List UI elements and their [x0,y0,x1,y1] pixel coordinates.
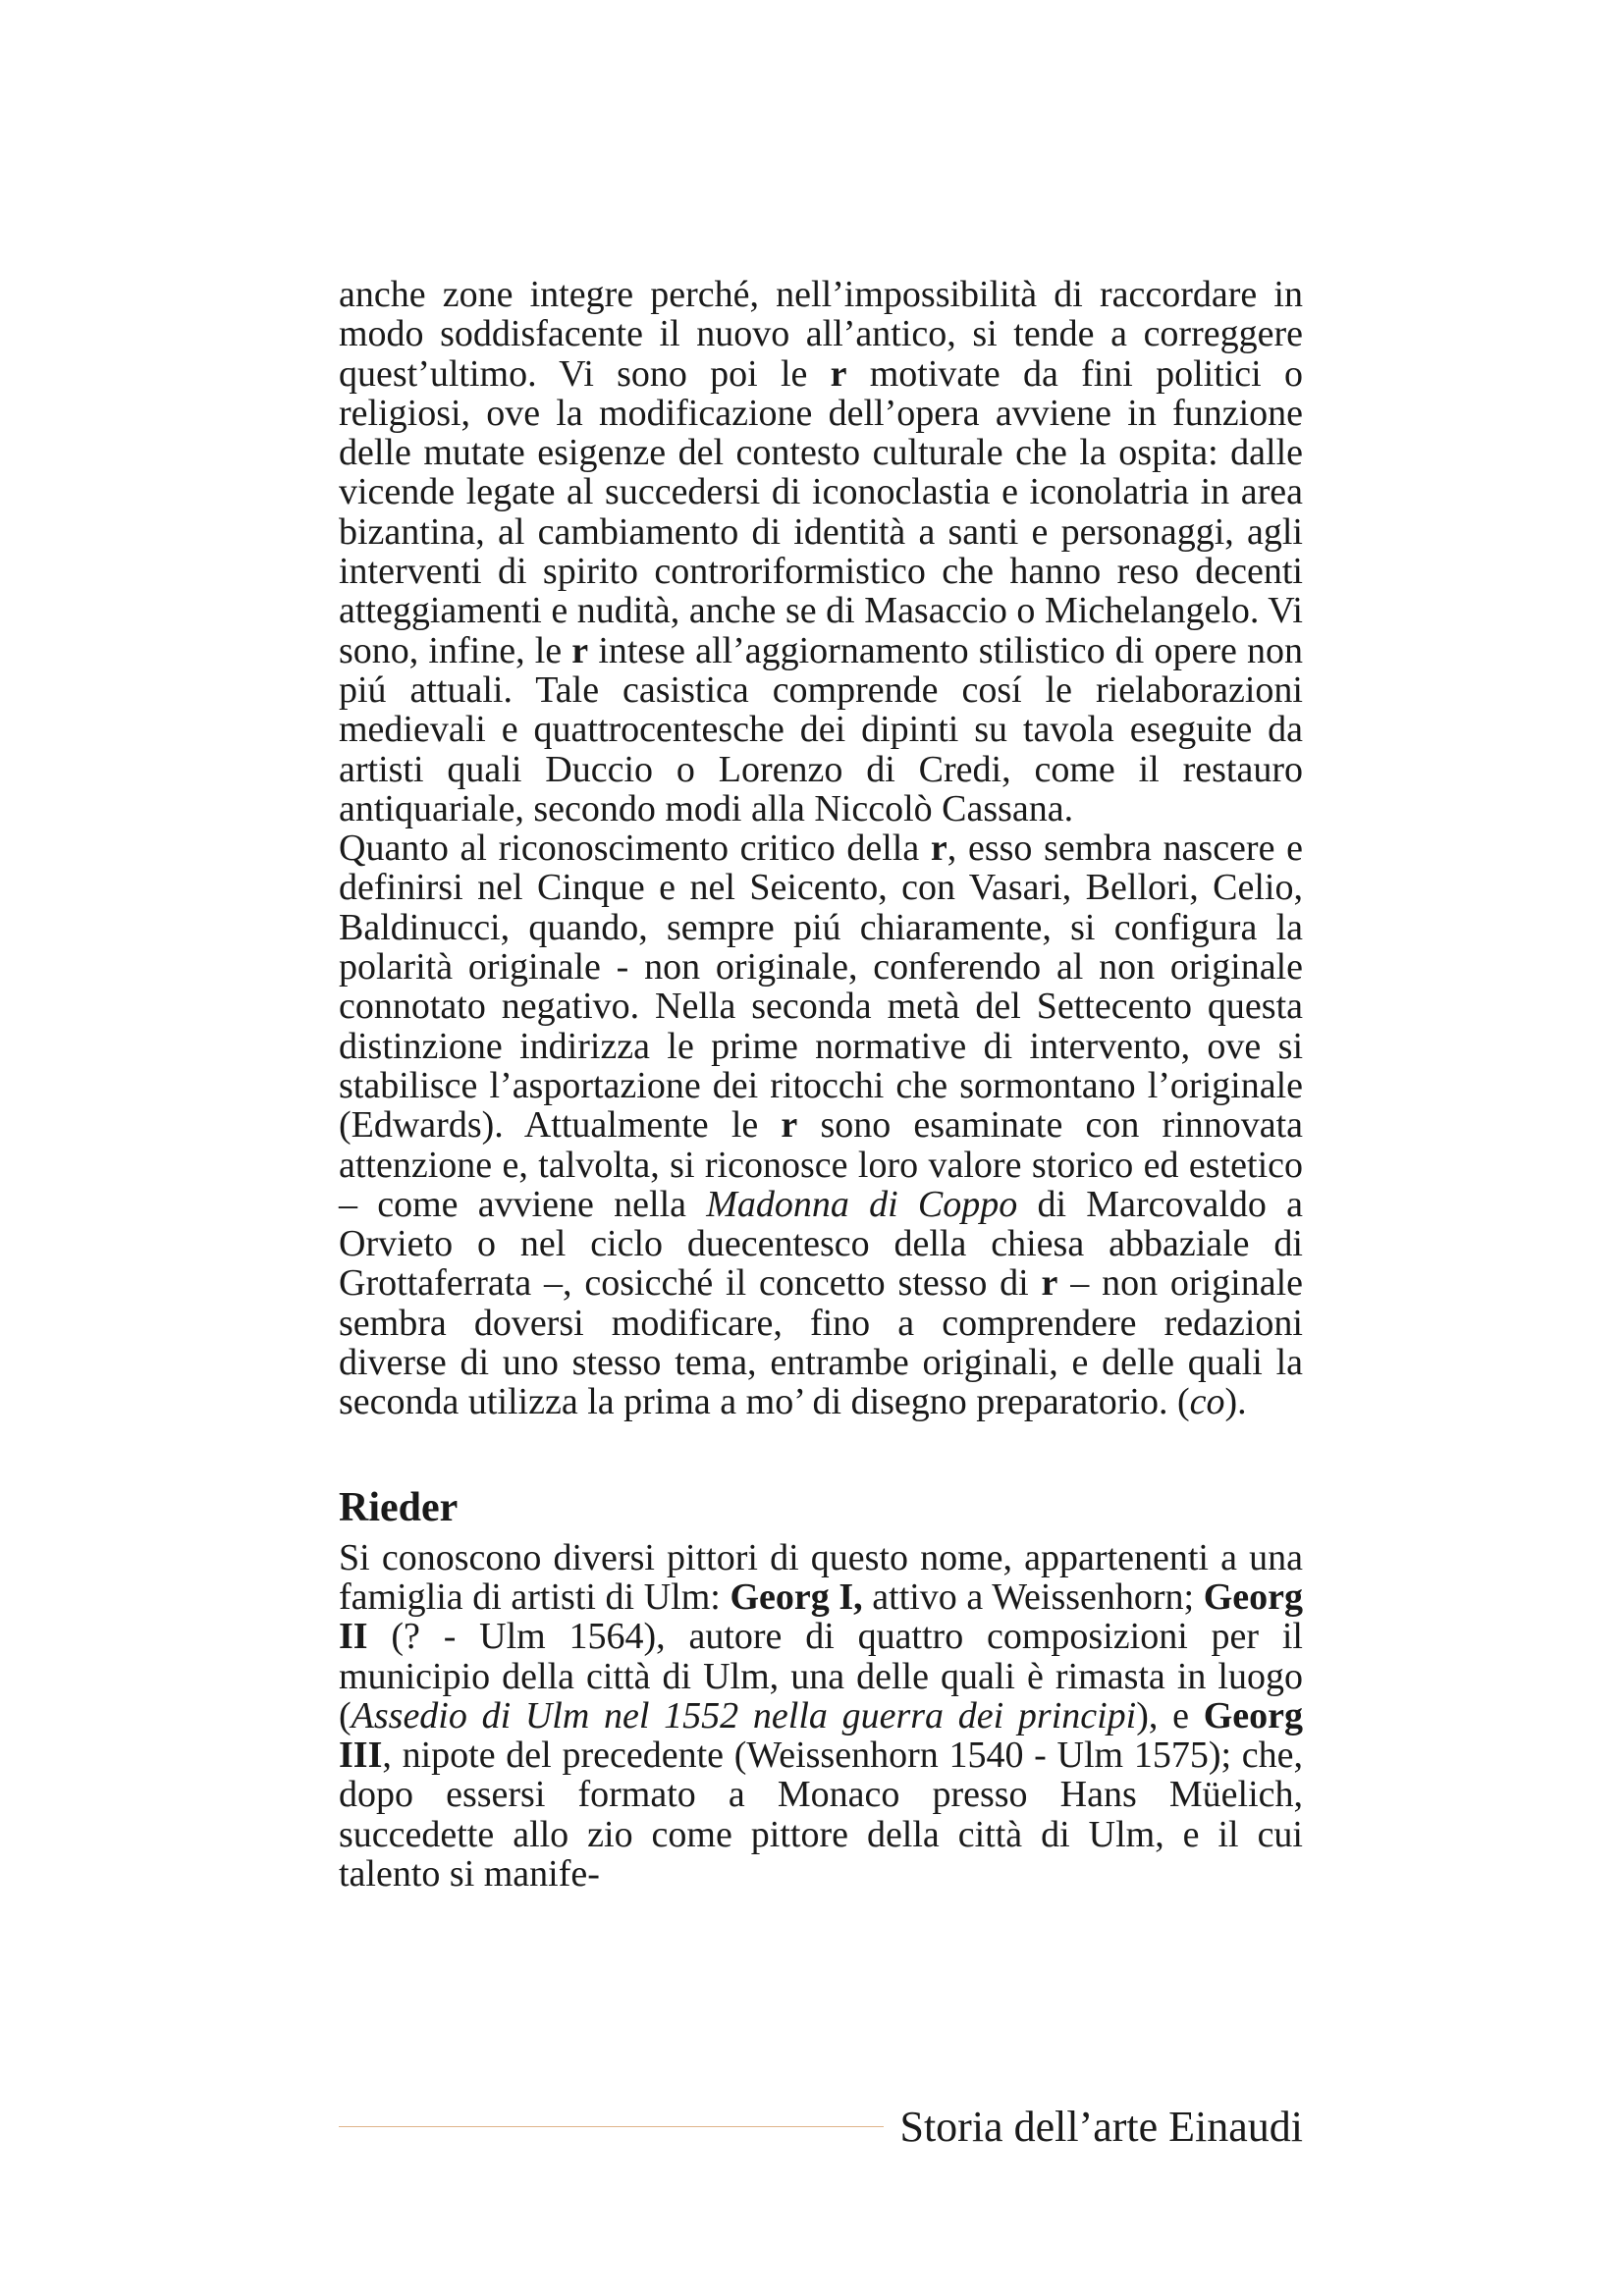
italic-term: Madonna di Coppo [706,1183,1018,1225]
page-footer [339,2097,1303,2156]
text-run: ), e [1136,1694,1204,1736]
text-run: Quanto al riconoscimento critico della [339,828,931,870]
bold-term: Georg III [339,1694,1303,1777]
article-paragraph [339,275,1303,828]
text-run: (? - Ulm 1564), autore di quattro composizioni per il municipio della città di Ulm, una delle quali è rimasta in luogo ( [339,1616,1303,1736]
article-paragraph [339,828,1303,1421]
footer-label: Storia dell’arte Einaudi [899,2102,1303,2151]
entry-heading: Rieder [339,1484,459,1530]
text-run: , esso sembra nascere e definirsi nel Cinque e nel Seicento, con Vasari, Bellori, Celio, Baldinucci, quando, sempre piú chiaramente, si configura la polarità originale - non originale, conferendo al non originale connotato negativo. Nella seconda metà del Settecento questa distinzione indirizza le prime normative di intervento, ove si stabilisce l’asportazione dei ritocchi che sormontano l’originale (Edwards). Attualmente le [339,828,1304,1147]
bold-term: r [571,629,589,671]
text-run: di Marcovaldo a Orvieto o nel ciclo duecentesco della chiesa abbaziale di Grottaferrata –, cosicché il concetto stesso di [339,1183,1303,1305]
bold-term: r [781,1104,798,1147]
bold-term: Georg II [339,1575,1304,1658]
text-run: intese all’aggiornamento stilistico di opere non piú attuali. Tale casistica comprende cosí le rielaborazioni medievali e quattrocentesche dei dipinti su tavola eseguite da artisti quali Duccio o Lorenzo di Credi, come il restauro antiquariale, secondo modi alla Niccolò Cassana. [339,629,1303,829]
text-run: ). [1224,1381,1247,1423]
text-run: Si conoscono diversi pittori di questo nome, appartenenti a una famiglia di artisti di Ulm: [339,1536,1303,1618]
bold-term: r [1041,1262,1058,1305]
italic-term: co [1189,1381,1225,1423]
bold-term: r [830,352,847,395]
article-paragraph [339,1538,1303,1895]
text-run: motivate da fini politici o religiosi, ove la modificazione dell’opera avviene in funzione delle mutate esigenze del contesto culturale che la ospita: dalle vicende legate al succedersi di iconoclastia e iconolatria in area bizantina, al cambiamento di identità a santi e personaggi, agli interventi di spirito controriformistico che hanno reso decenti atteggiamenti e nudità, anche se di Masaccio o Michelangelo. Vi sono, infine, le [339,352,1303,671]
italic-term: Assedio di Ulm nel 1552 nella guerra dei principi [351,1694,1137,1736]
text-run: sono esaminate con rinnovata attenzione e, talvolta, si riconosce loro valore storico ed estetico – come avviene nella [339,1104,1303,1225]
footer-rule [339,2126,884,2127]
text-run: – non originale sembra doversi modificare, fino a comprendere redazioni diverse di uno stesso tema, entrambe originali, e delle quali la seconda utilizza la prima a mo’ di disegno preparatorio. ( [339,1262,1303,1423]
text-run: attivo a Weissenhorn; [862,1575,1204,1618]
page-body [339,275,1303,1894]
bold-term: Georg I, [730,1575,863,1618]
text-run: , nipote del precedente (Weissenhorn 1540 - Ulm 1575); che, dopo essersi formato a Monaco presso Hans Müelich, succedette allo zio come pittore della città di Ulm, e il cui talento si manife- [339,1735,1303,1895]
text-run: anche zone integre perché, nell’impossibilità di raccordare in modo soddisfacente il nuovo all’antico, si tende a correggere quest’ultimo. Vi sono poi le [339,274,1303,395]
bold-term: r [930,828,947,870]
